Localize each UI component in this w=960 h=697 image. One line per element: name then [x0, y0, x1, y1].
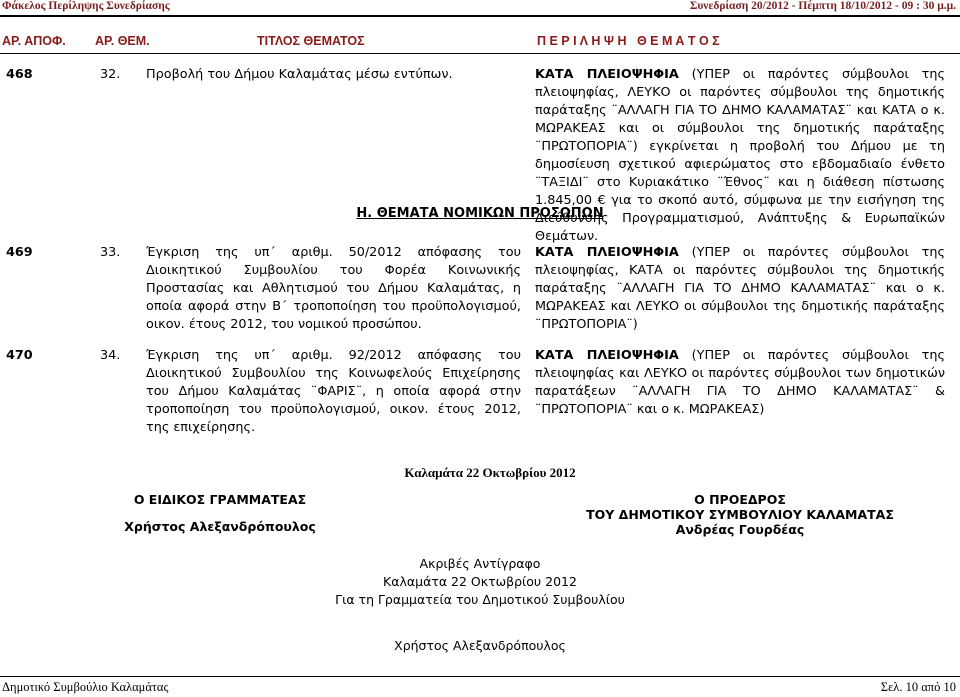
subject-number: 34. [100, 348, 121, 363]
signature-place-date: Καλαμάτα 22 Οκτωβρίου 2012 [404, 465, 576, 480]
page-label: Σελ. [880, 680, 903, 694]
page-of-label: από [921, 680, 941, 694]
col-subject-no: ΑΡ. ΘΕΜ. [95, 34, 150, 48]
decision-number: 469 [6, 245, 33, 260]
certified-copy-block [330, 555, 630, 655]
column-header-divider [0, 53, 960, 54]
section-heading: Η. ΘΕΜΑΤΑ ΝΟΜΙΚΩΝ ΠΡΟΣΩΠΩΝ [356, 206, 604, 221]
president-block [580, 492, 900, 537]
subject-summary [535, 347, 945, 419]
president-role: Ο ΠΡΟΕΔΡΟΣ [694, 492, 786, 507]
col-subject-title: ΤΙΤΛΟΣ ΘΕΜΑΤΟΣ [257, 34, 365, 48]
summary-text: (ΥΠΕΡ οι παρόντες σύμβουλοι της πλειοψηφίας, ΚΑΤΑ οι παρόντες σύμβουλοι της δημοτικής παράταξης ¨ΑΛΛΑΓΗ ΓΙΑ ΤΟ ΔΗΜΟ ΚΑΛΑΜΑΤΑΣ¨ και ο κ. ΜΩΡΑΚΕΑΣ και ΛΕΥΚΟ οι σύμβουλοι της δημοτικής παράταξης ¨ΠΡΩΤΟΠΟΡΙΑ¨) [535, 245, 945, 332]
footer-divider [0, 676, 960, 677]
subject-title: Έγκριση της υπ΄ αριθμ. 50/2012 απόφασης του Διοικητικού Συμβουλίου του Φορέα Κοινωνικής Προστασίας και Αθλητισμού του Δήμου Καλαμάτας, η οποία αφορά στην Β΄ τροποποίηση του προϋπολογισμού, οικον. έτους 2012, του νομικού προσώπου. [146, 245, 521, 332]
certified-copy-for: Για τη Γραμματεία του Δημοτικού Συμβουλίου [335, 592, 625, 607]
header-folder-title: Φάκελος Περίληψης Συνεδρίασης [2, 0, 170, 12]
subject-number: 33. [100, 245, 121, 260]
subject-number: 32. [100, 67, 121, 82]
col-summary: Π Ε Ρ Ι Λ Η Ψ Η Θ Ε Μ Α Τ Ο Σ [537, 34, 720, 48]
page-total: 10 [943, 680, 956, 694]
summary-verdict: ΚΑΤΑ ΠΛΕΙΟΨΗΦΙΑ [535, 67, 679, 82]
table-row [0, 244, 960, 336]
certified-copy-title: Ακριβές Αντίγραφο [419, 556, 541, 571]
summary-text: (ΥΠΕΡ οι παρόντες σύμβουλοι της πλειοψηφίας, ΛΕΥΚΟ οι παρόντες σύμβουλοι της δημοτικής παράταξης ¨ΑΛΛΑΓΗ ΓΙΑ ΤΟ ΔΗΜΟ ΚΑΛΑΜΑΤΑΣ¨ και ΚΑΤΑ ο κ. ΜΩΡΑΚΕΑΣ και οι σύμβουλοι της δημοτικής παράταξης ¨ΠΡΩΤΟΠΟΡΙΑ¨) εγκρίνεται η προβολή του Δήμου με τη δημοσίευση σχετικού αφιερώματος στο εβδομαδιαίο ένθετο ¨ΤΑΞΙΔΙ¨ στο Κυριακάτικο ¨Έθνος¨ και η διάθεση πίστωσης 1.845,00 € για το σκοπό αυτό, σύμφωνα με την εισήγηση της Διεύθυνσης Προγραμματισμού, Ανάπτυξης & Ευρωπαϊκών Θεμάτων. [535, 67, 945, 244]
header-divider [0, 15, 960, 17]
secretary-name: Χρήστος Αλεξανδρόπουλος [124, 519, 316, 534]
secretary-block [120, 492, 320, 534]
certified-copy-name: Χρήστος Αλεξανδρόπουλος [394, 638, 566, 653]
decision-number: 468 [6, 67, 33, 82]
header-session-info: Συνεδρίαση 20/2012 - Πέμπτη 18/10/2012 - 09 : 30 μ.μ. [689, 0, 956, 12]
column-headers [0, 34, 960, 50]
summary-verdict: ΚΑΤΑ ΠΛΕΙΟΨΗΦΙΑ [535, 245, 679, 260]
footer-council-name: Δημοτικό Συμβούλιο Καλαμάτας [2, 680, 169, 694]
table-row [0, 347, 960, 437]
subject-title: Προβολή του Δήμου Καλαμάτας μέσω εντύπων. [146, 67, 453, 82]
summary-text: (ΥΠΕΡ οι παρόντες σύμβουλοι της πλειοψηφίας και ΛΕΥΚΟ οι παρόντες σύμβουλοι των δημοτικών παρατάξεων ¨ΑΛΛΑΓΗ ΓΙΑ ΤΟ ΔΗΜΟ ΚΑΛΑΜΑΤΑΣ¨ & ¨ΠΡΩΤΟΠΟΡΙΑ¨ και ο κ. ΜΩΡΑΚΕΑΣ) [535, 348, 945, 417]
secretary-role: Ο ΕΙΔΙΚΟΣ ΓΡΑΜΜΑΤΕΑΣ [133, 492, 307, 507]
col-decision-no: ΑΡ. ΑΠΟΦ. [2, 34, 66, 48]
page-counter [881, 680, 956, 695]
subject-title: Έγκριση της υπ΄ αριθμ. 92/2012 απόφασης του Διοικητικού Συμβουλίου της Κοινωφελούς Επιχείρησης του Δήμου Καλαμάτας ¨ΦΑΡΙΣ¨, η οποία αφορά στην τροποποίηση του προϋπολογισμού, οικον. έτους 2012, της επιχείρησης. [146, 348, 521, 435]
certified-copy-date: Καλαμάτα 22 Οκτωβρίου 2012 [383, 574, 577, 589]
document-header [0, 0, 960, 14]
subject-summary [535, 244, 945, 334]
decision-number: 470 [6, 348, 33, 363]
president-organization: ΤΟΥ ΔΗΜΟΤΙΚΟΥ ΣΥΜΒΟΥΛΙΟΥ ΚΑΛΑΜΑΤΑΣ [586, 507, 894, 522]
president-name: Ανδρέας Γουρδέας [675, 522, 805, 537]
summary-verdict: ΚΑΤΑ ΠΛΕΙΟΨΗΦΙΑ [535, 348, 679, 363]
page-number: 10 [905, 680, 919, 694]
